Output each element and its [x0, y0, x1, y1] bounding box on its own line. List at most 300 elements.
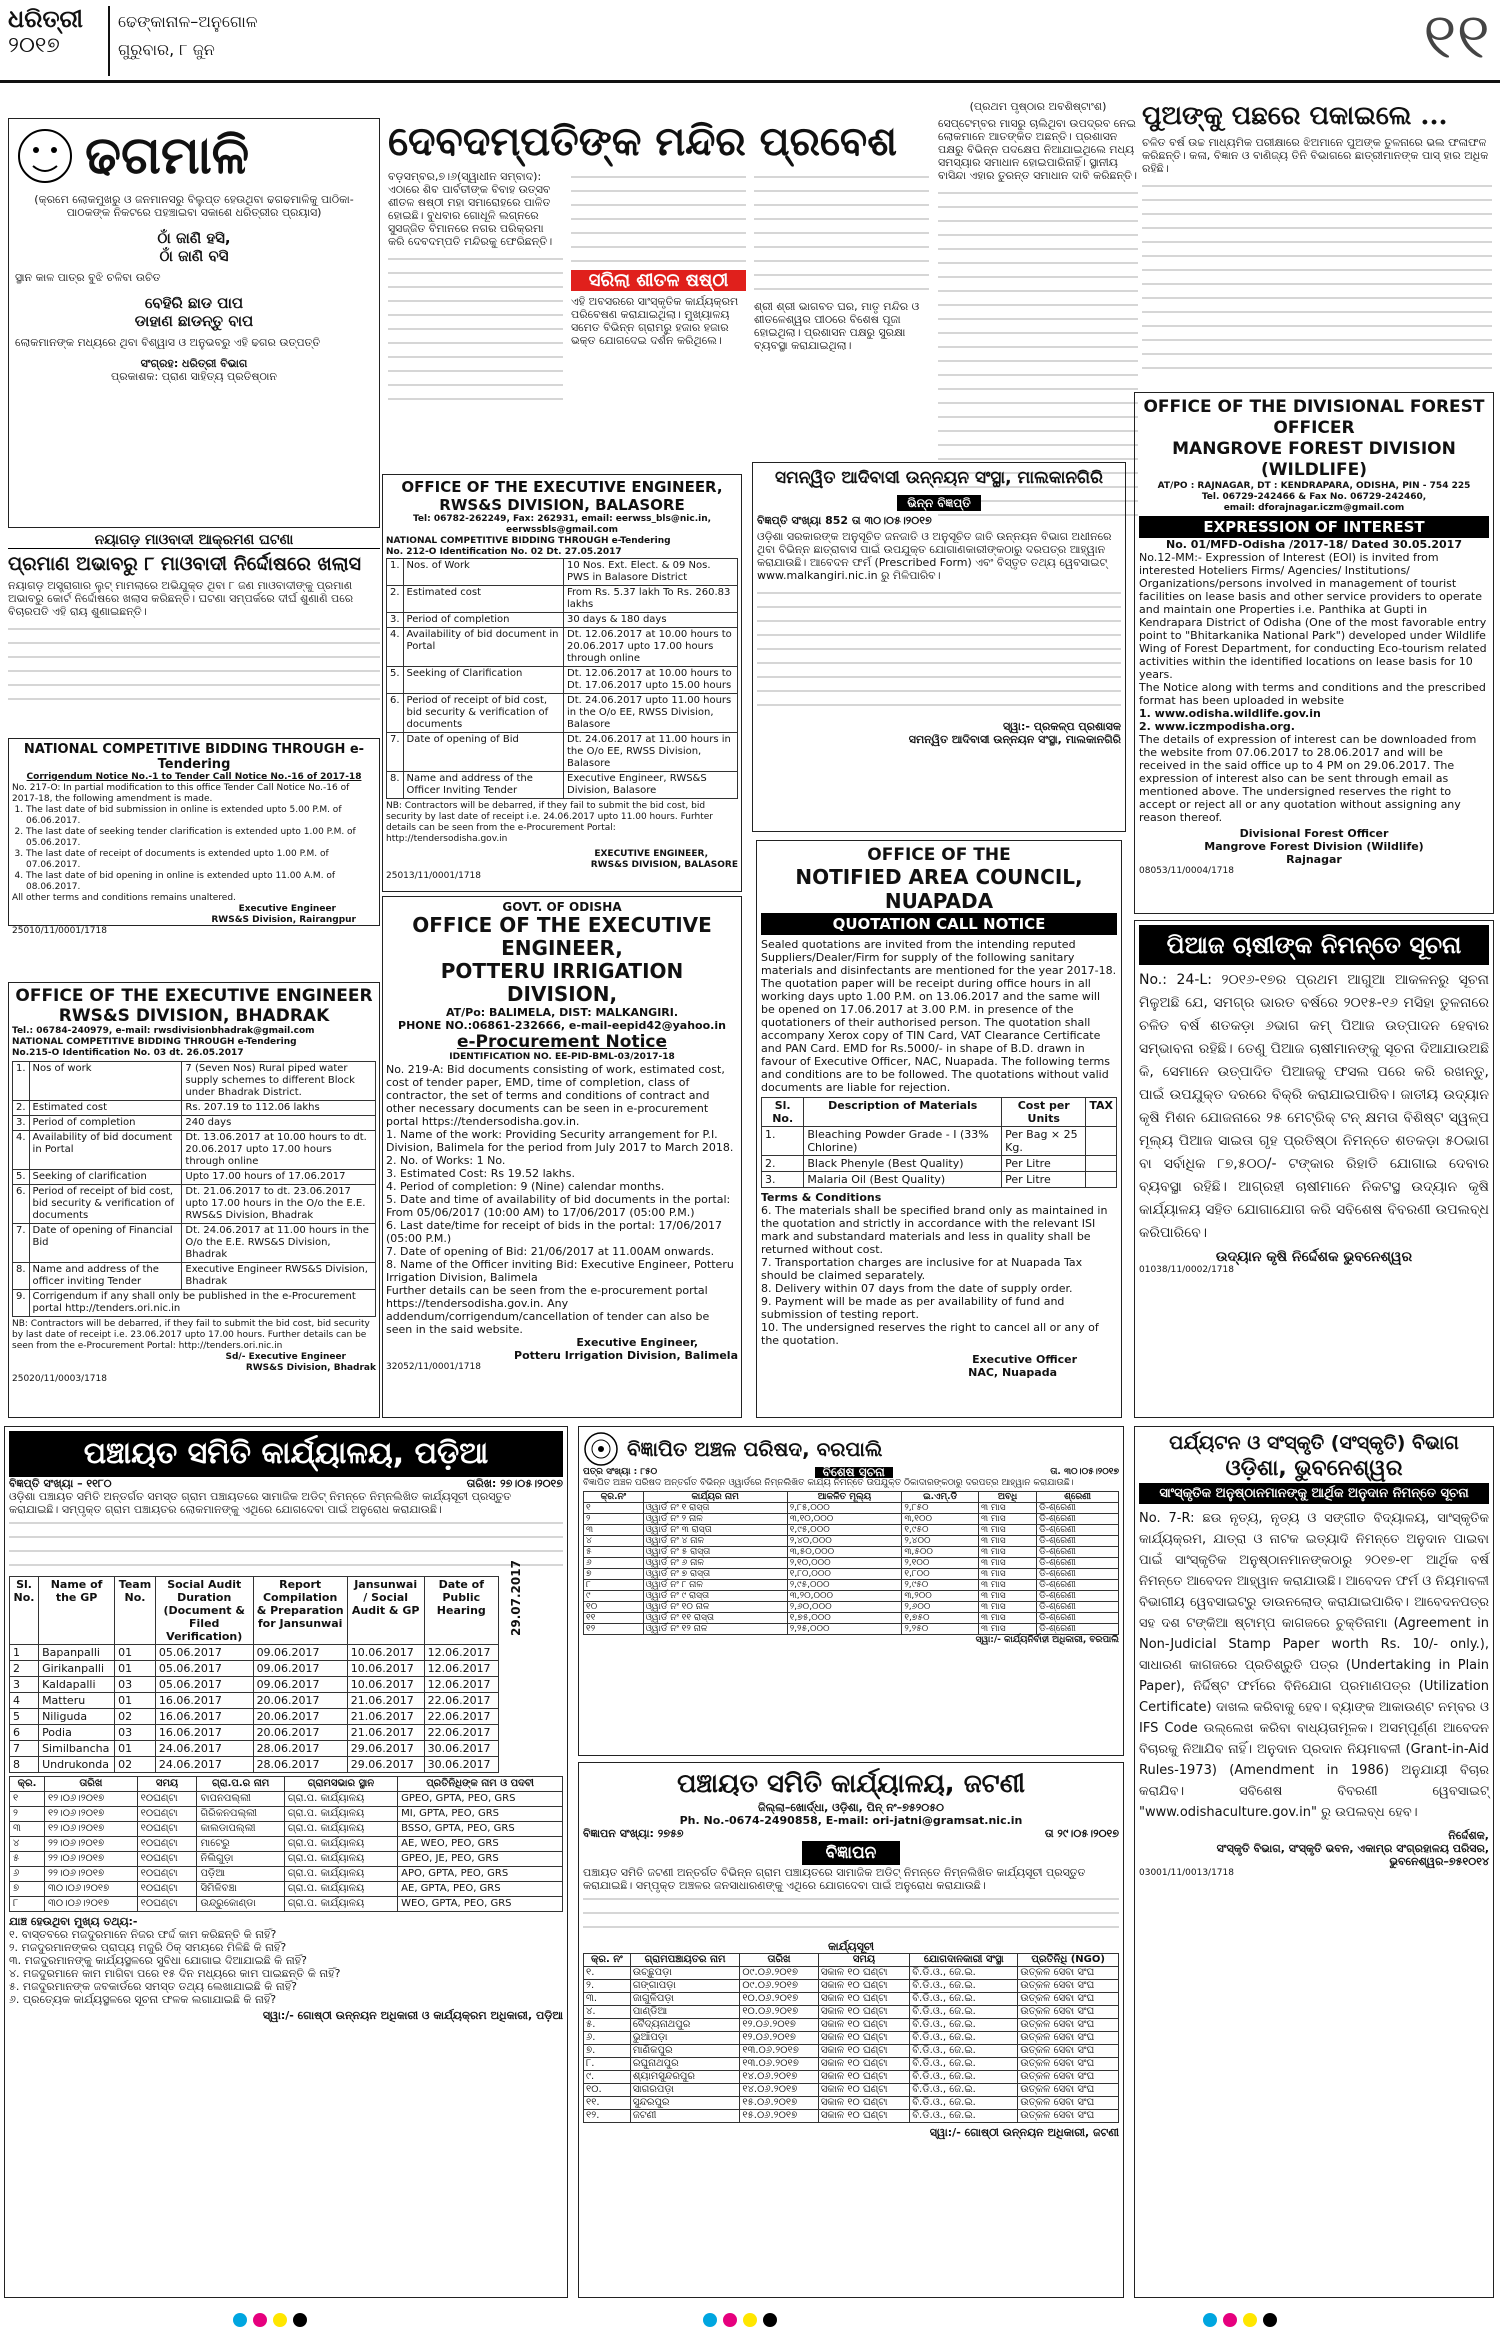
padia-note: ୧. ବାସ୍ତବରେ ମଜଦୁରମାନେ ନିଜର ଫର୍ଦ୍ଦ କାମ କରିଛନ୍ତି କି ନାହିଁ? [9, 1928, 277, 1941]
baripada-table-cell: ୨,୧୦,୦୦୦ [787, 1558, 902, 1569]
nuapada-table-cell: Per Litre [1002, 1156, 1086, 1172]
padia-audit-table-cell: Podia [39, 1725, 115, 1741]
culture-code: 03001/11/0013/1718 [1139, 1868, 1234, 1878]
registration-black-dot [763, 2313, 777, 2327]
temple-col-2-text: ଏହି ଅବସରରେ ସାଂସ୍କୃତିକ କାର୍ଯ୍ୟକ୍ରମ ପରିବେଷଣ କରାଯାଇଥିଲା। ମୁଖ୍ୟାଳୟ ସମେତ ବିଭିନ୍ନ ଗ୍ରାମରୁ ହଜାର ହଜାର ଭକ୍ତ ଯୋଗଦେଇ ଦର୍ଶନ କରିଥିଲେ। [571, 295, 739, 347]
baripada-table-cell: ୮ [584, 1580, 644, 1591]
balasore-table-row [387, 772, 738, 799]
bhadrak-ncb: NATIONAL COMPETITIVE BIDDING THROUGH e-Tendering [12, 1037, 297, 1047]
baripada-table-cell: ୩ ମାସ [979, 1503, 1037, 1514]
jatni-table-header: କ୍ର. ନଂ [584, 1954, 631, 1967]
balasore-sign-1: EXECUTIVE ENGINEER, [594, 849, 708, 859]
temple-story [388, 118, 936, 468]
baripada-table-cell: ଡି-ଶ୍ରେଣୀ [1037, 1547, 1119, 1558]
padia-gramsabha-table-cell: ୧୦ଘଣ୍ଟା [137, 1792, 197, 1807]
padia-gramsabha-table-row [10, 1882, 563, 1897]
jatni-table-cell: ୧୦.୦୬.୨୦୧୭ [740, 1993, 818, 2006]
padia-gramsabha-table-cell: ଗିରିକନପଲ୍ଲୀ [197, 1807, 284, 1822]
bhadrak-ref: No.215-O Identification No. 03 dt. 26.05.2017 [12, 1048, 244, 1058]
malkangiri-title: ସମନ୍ୱିତ ଆଦିବାସୀ ଉନ୍ନୟନ ସଂସ୍ଥା, ମାଲକାନଗିରି [775, 468, 1103, 488]
baripada-table-cell: ଡି-ଶ୍ରେଣୀ [1037, 1536, 1119, 1547]
nuapada-table-cell [1086, 1127, 1117, 1156]
jatni-table-cell: ବି.ଡି.ଓ., ଜେ.ଇ. [910, 2110, 1018, 2123]
baripada-table-cell: ଓ୍ୱାର୍ଡ ନଂ ୩ ରାସ୍ତା [643, 1525, 787, 1536]
padia-gramsabha-table-row [10, 1837, 563, 1852]
potteru-tender [382, 896, 742, 1418]
malkangiri-sign-1: ସ୍ୱା:- ପ୍ରକଳ୍ପ ପ୍ରଶାସକ [1002, 720, 1121, 733]
jatni-table-cell: ୧୨. [584, 2110, 631, 2123]
balasore-table-cell-key: Period of completion [403, 613, 563, 628]
padia-audit-table-cell: 24.06.2017 [155, 1741, 253, 1757]
rairangpur-item: 2. The last date of seeking tender clarification is extended upto 1.00 P.M. of 05.06.2017. [26, 827, 376, 849]
padia-audit-table-row [10, 1741, 499, 1757]
nuapada-table-cell [1086, 1156, 1117, 1172]
padia-audit-table-cell: 09.06.2017 [253, 1645, 347, 1661]
jatni-table-cell: ଉତ୍କଳ ସେବା ସଂଘ [1018, 2110, 1119, 2123]
rairangpur-item: 4. The last date of bid opening in online is extended upto 11.00 A.M. of 08.06.2017. [26, 871, 376, 893]
baripada-notice [578, 1426, 1124, 1756]
padia-audit-table-cell: 4 [10, 1693, 39, 1709]
padia-audit-table-header: Social Audit Duration (Document & Filed Verification) [155, 1577, 253, 1645]
balasore-table-row [387, 694, 738, 733]
jatni-table-cell: ଉତ୍କଳ ସେବା ସଂଘ [1018, 1993, 1119, 2006]
padia-gramsabha-table-cell: ଗ୍ରା.ପ. କାର୍ଯ୍ୟାଳୟ [284, 1882, 397, 1897]
forest-body-3: The details of expression of interest can be downloaded from the website from 07.06.2017 to 28.06.2017 and will be received in the said office up to 4 PM on 29.06.2017. The expression of interest also can be sent through email as mentioned above. The undersigned reserves the right to accept or reject all or any quotation without assigning any reason thereof. [1139, 733, 1477, 824]
bhadrak-table-cell-num: 1. [13, 1062, 30, 1101]
padia-audit-table-cell: 22.06.2017 [424, 1693, 498, 1709]
baripada-table-cell: ଓ୍ୱାର୍ଡ ନଂ ୭ ରାସ୍ତା [643, 1569, 787, 1580]
nuapada-title-1: OFFICE OF THE [867, 845, 1011, 865]
baripada-table-cell: ୧୨ [584, 1624, 644, 1635]
forest-sign-1: Divisional Forest Officer [1239, 827, 1389, 840]
jatni-table-cell: ୧. [584, 1967, 631, 1980]
nuapada-table-cell [1086, 1172, 1117, 1188]
balasore-table-cell-key: Date of opening of Bid [403, 733, 563, 772]
padia-audit-table-cell: 20.06.2017 [253, 1709, 347, 1725]
baripada-table-cell: ୨,୮୫୦ [902, 1503, 979, 1514]
bhadrak-table-cell-key: Corrigendum if any shall only be published in the e-Procurement portal http://tenders.ori.nic.in [29, 1290, 375, 1317]
culture-title-2: ଓଡ଼ିଶା, ଭୁବନେଶ୍ୱର [1225, 1456, 1403, 1481]
jatni-table-cell: ସକାଳ ୧୦ ଘଣ୍ଟା [818, 1980, 910, 1993]
registration-magenta-dot [723, 2313, 737, 2327]
stone-headline: ପୁଅଙ୍କୁ ପଛରେ ପକାଇଲେ ... [1142, 101, 1448, 131]
padia-gramsabha-table-cell: ୬ [10, 1867, 45, 1882]
baripada-table-cell: ୬ [584, 1558, 644, 1569]
balasore-table-cell-key: Name and address of the Officer Inviting Tender [403, 772, 563, 799]
baripada-table-cell: ୩,୨୦୦ [902, 1591, 979, 1602]
balasore-code: 25013/11/0001/1718 [386, 871, 481, 881]
jatni-body: ପଞ୍ଚାୟତ ସମିତି ଜଟଣୀ ଅନ୍ତର୍ଗତ ବିଭିନ୍ନ ଗ୍ରାମ ପଞ୍ଚାୟତରେ ସାମାଜିକ ଅଡିଟ୍ ନିମନ୍ତେ ନିମ୍ନଲିଖିତ କାର୍ଯ୍ୟସୂଚୀ ପ୍ରସ୍ତୁତ କରାଯାଇଛି। ସମ୍ପୃକ୍ତ ଅଞ୍ଚଳର ଜନସାଧାରଣଙ୍କୁ ଏଥିରେ ଯୋଗଦେବା ପାଇଁ ଅନୁରୋଧ କରାଯାଉଛି। [583, 1866, 1086, 1892]
padia-audit-table-cell: 22.06.2017 [424, 1709, 498, 1725]
jatni-table-cell: ବି.ଡି.ଓ., ଜେ.ଇ. [910, 1967, 1018, 1980]
jatni-contact: Ph. No.-0674-2490858, E-mail: ori-jatni@gramsat.nic.in [679, 1814, 1023, 1827]
nuapada-term: 7. Transportation charges are inclusive for at Nuapada Tax should be claimed separately. [761, 1256, 1083, 1282]
padia-audit-table-header: Sl. No. [10, 1577, 39, 1645]
nuapada-terms [761, 1204, 1117, 1347]
baripada-table-cell: ୨,୯୫,୦୦୦ [787, 1580, 902, 1591]
malkangiri-ref: ବିଜ୍ଞପ୍ତି ସଂଖ୍ୟା 852 ତା ୩୦।୦୫।୨୦୧୭ [757, 514, 932, 527]
padia-gramsabha-table-cell: ଗ୍ରା.ପ. କାର୍ଯ୍ୟାଳୟ [284, 1822, 397, 1837]
nuapada-table-header: Sl. No. [762, 1098, 804, 1127]
padia-audit-table-cell: 10.06.2017 [347, 1677, 424, 1693]
rairangpur-subtitle: Corrigendum Notice No.-1 to Tender Call Notice No.-16 of 2017-18 [26, 772, 362, 782]
padia-notes-title: ଯାଞ୍ଚ ହେଉଥିବା ମୁଖ୍ୟ ତଥ୍ୟ:- [9, 1915, 138, 1928]
padia-audit-table-cell: 10.06.2017 [347, 1661, 424, 1677]
forest-email: email: dforajnagar.iczm@gmail.com [1223, 503, 1405, 513]
jatni-table-cell: ୧୨.୦୬.୨୦୧୭ [740, 2032, 818, 2045]
cartoon-face-icon [15, 126, 75, 186]
baripada-sign: ସ୍ୱା:/- କାର୍ଯ୍ୟନିର୍ବାହୀ ଅଧିକାରୀ, ବରପାଲି [975, 1635, 1119, 1645]
padia-gramsabha-table-cell: ୧୦ଘଣ୍ଟା [137, 1807, 197, 1822]
padia-audit-table-cell: 6 [10, 1725, 39, 1741]
baripada-table-cell: ୨,୪୦୦ [902, 1536, 979, 1547]
baripada-table-cell: ୧ [584, 1503, 644, 1514]
padia-audit-table-cell: 21.06.2017 [347, 1709, 424, 1725]
baripada-table-row [584, 1503, 1119, 1514]
potteru-item: 7. Date of opening of Bid: 21/06/2017 at 11.00AM onwards. [386, 1245, 715, 1258]
padia-gramsabha-table-cell: GPEO, JE, PEO, GRS [398, 1852, 563, 1867]
baripada-table-cell: ୩ ମାସ [979, 1536, 1037, 1547]
baripada-table-cell: ୩ ମାସ [979, 1558, 1037, 1569]
padia-note: ୪. ମଜଦୁରମାନେ କାମ ମାଗିବା ପରେ ୧୫ ଦିନ ମଧ୍ୟରେ କାମ ପାଇଛନ୍ତି କି ନାହିଁ? [9, 1967, 341, 1980]
padia-audit-table-cell: 01 [115, 1741, 156, 1757]
padia-audit-table-cell: 5 [10, 1709, 39, 1725]
baripada-table-cell: ୨,୮୫,୦୦୦ [787, 1503, 902, 1514]
stone-body: ଚଳିତ ବର୍ଷ ଉଚ୍ଚ ମାଧ୍ୟମିକ ପରୀକ୍ଷାରେ ଝିଅମାନେ ପୁଅଙ୍କ ତୁଳନାରେ ଭଲ ଫଳାଫଳ କରିଛନ୍ତି। କଳା, ବିଜ୍ଞାନ ଓ ବାଣିଜ୍ୟ ତିନି ବିଭାଗରେ ଛାତ୍ରୀମାନଙ୍କ ପାସ୍ ହାର ଅଧିକ ରହିଛି। [1142, 136, 1489, 175]
temple-col-3-text: ଶ୍ରୀ ଶ୍ରୀ ଭାଗବତ ଘର, ମାତୃ ମନ୍ଦିର ଓ ଶୀତଳେଶ୍ୱର ପୀଠରେ ବିଶେଷ ପୂଜା ହୋଇଥିଲା। ପ୍ରଶାସନ ପକ୍ଷରୁ ସୁରକ୍ଷା ବ୍ୟବସ୍ଥା କରାଯାଇଥିଲା। [754, 300, 920, 352]
bhadrak-table-cell-key: Name and address of the officer inviting Tender [29, 1263, 182, 1290]
forest-sign-2: Mangrove Forest Division (Wildlife) [1204, 840, 1424, 853]
baripada-table-cell: ୨,୨୫,୦୦୦ [787, 1624, 902, 1635]
padia-audit-table [9, 1576, 499, 1773]
padia-audit-table-header: Name of the GP [39, 1577, 115, 1645]
jatni-table-cell: ବି.ଡି.ଓ., ଜେ.ଇ. [910, 2058, 1018, 2071]
baripada-table-cell: ୯ [584, 1591, 644, 1602]
baripada-table-cell: ୧୧ [584, 1613, 644, 1624]
baripada-table-row [584, 1525, 1119, 1536]
padia-gramsabha-table-cell: APO, GPTA, PEO, GRS [398, 1867, 563, 1882]
paper-year: ୨୦୧୭ [8, 33, 60, 58]
culture-notice [1134, 1426, 1494, 2298]
baripada-table-cell: ଓ୍ୱାର୍ଡ ନଂ ୧୧ ରାସ୍ତା [643, 1613, 787, 1624]
jatni-table-cell: ବି.ଡି.ଓ., ଜେ.ଇ. [910, 2006, 1018, 2019]
baripada-table-cell: ଓ୍ୱାର୍ଡ ନଂ ୧୦ ନାଳ [643, 1602, 787, 1613]
paper-name: ଧରିତ୍ରୀ [8, 4, 83, 33]
baripada-table-cell: ଓ୍ୱାର୍ଡ ନଂ ୧ ରାସ୍ତା [643, 1503, 787, 1514]
temple-col-1-text: ବଡ଼ସମ୍ବର,୭।୬(ସ୍ୱାଧୀନ ସମ୍ବାଦ): ଏଠାରେ ଶିବ ପାର୍ବତୀଙ୍କ ବିବାହ ଉତ୍ସବ ଶୀତଳ ଷଷ୍ଠୀ ମହା ସମାରୋହରେ ପାଳିତ ହୋଇଛି। ବୁଧବାର ଗୋଧୂଳି ଲଗ୍ନରେ ସୁସଜ୍ଜିତ ବିମାନରେ ନଗର ପରିକ୍ରମା କରି ଦେବଦମ୍ପତି ମନ୍ଦିରକୁ ଫେରିଛନ୍ତି। [388, 170, 553, 248]
baripada-ref-left: ପତ୍ର ସଂଖ୍ୟା : ୮୫୦ [583, 1467, 658, 1477]
baripada-table-header: ଆକଳିତ ମୂଲ୍ୟ [787, 1492, 902, 1503]
padia-audit-table-cell: Matteru [39, 1693, 115, 1709]
nuapada-table-cell: 3. [762, 1172, 804, 1188]
malkangiri-badge: ଭିନ୍ନ ବିଜ୍ଞପ୍ତି [897, 495, 981, 511]
forest-sign-3: Rajnagar [1286, 853, 1342, 866]
padia-gramsabha-table-row [10, 1852, 563, 1867]
padia-gramsabha-table-cell: BSSO, GPTA, PEO, GRS [398, 1822, 563, 1837]
baripada-table-cell: ୧,୮୦,୦୦୦ [787, 1569, 902, 1580]
stone-story [1142, 100, 1492, 390]
jatni-table-row [584, 2097, 1119, 2110]
bhadrak-table-cell-key: Estimated cost [29, 1101, 182, 1116]
baripada-table-header: ଇ.ଏମ୍.ଡି [902, 1492, 979, 1503]
bhadrak-table-cell-value: Dt. 13.06.2017 at 10.00 hours to dt. 20.06.2017 upto 17.00 hours through online [182, 1131, 376, 1170]
padia-audit-table-row [10, 1693, 499, 1709]
registration-strip [0, 2306, 1500, 2332]
padia-gramsabha-table-row [10, 1807, 563, 1822]
padia-audit-table-cell: 16.06.2017 [155, 1693, 253, 1709]
padia-gramsabha-table-cell: ୧୦ଘଣ୍ଟା [137, 1822, 197, 1837]
baripada-table-cell: ୨,୨୫୦ [902, 1624, 979, 1635]
jatni-address: ଜିଲ୍ଲା–ଖୋର୍ଦ୍ଧା, ଓଡ଼ିଶା, ପିନ୍ ନଂ–୭୫୨୦୫୦ [757, 1801, 945, 1814]
padia-gramsabha-table [9, 1776, 563, 1912]
jatni-table-cell: ସକାଳ ୧୦ ଘଣ୍ଟା [818, 1967, 910, 1980]
registration-marks-left [230, 2312, 310, 2331]
baripada-table-cell: ୧,୯୫୦ [902, 1525, 979, 1536]
bhadrak-table-row [13, 1062, 376, 1101]
potteru-title-2: POTTERU IRRIGATION DIVISION, [440, 959, 684, 1006]
dhagamali-verse-1: ଠାଁ ଜାଣି ହସି, [157, 229, 231, 247]
baripada-table-cell: ୧,୮୦୦ [902, 1569, 979, 1580]
jatni-table-cell: ୧୨.୦୬.୨୦୧୭ [740, 2019, 818, 2032]
baripada-table-cell: ୩ ମାସ [979, 1547, 1037, 1558]
balasore-note: NB: Contractors will be debarred, if they fail to submit the bid cost, bid security by last date of receipt i.e. 24.06.2017 upto 11.00 hours. Furhter details can be seen from the e-Procurement Portal: http://tendersodisha.gov.in [386, 801, 713, 844]
padia-audit-table-cell: 20.06.2017 [253, 1693, 347, 1709]
jatni-body-lines [583, 1892, 1119, 1940]
jatni-table-cell: ବି.ଡି.ଓ., ଜେ.ଇ. [910, 1993, 1018, 2006]
padia-gramsabha-table-cell: ଉନ୍ଦ୍ରୁକୋଣ୍ଡା [197, 1897, 284, 1912]
jatni-table-cell: ୧୪.୦୬.୨୦୧୭ [740, 2084, 818, 2097]
baripada-table-cell: ଓ୍ୱାର୍ଡ ନଂ ୧୨ ନାଳ [643, 1624, 787, 1635]
jatni-table-cell: ଉଚ୍ଛୁପଡ଼ା [630, 1967, 740, 1980]
baripada-table-row [584, 1536, 1119, 1547]
baripada-table-cell: ଡି-ଶ୍ରେଣୀ [1037, 1602, 1119, 1613]
nuapada-term: 10. The undersigned reserves the right to cancel all or any of the quotation. [761, 1321, 1099, 1347]
potteru-title-1: OFFICE OF THE EXECUTIVE ENGINEER, [412, 913, 712, 960]
baripada-table-cell: ୩,୫୦୦ [902, 1547, 979, 1558]
padia-gramsabha-table-cell: ୨୨।୦୬।୨୦୧୭ [45, 1837, 138, 1852]
padia-audit-table-cell: 09.06.2017 [253, 1677, 347, 1693]
continued-label: (ପ୍ରଥମ ପୃଷ୍ଠାର ଅବଶିଷ୍ଟାଂଶ) [969, 100, 1107, 113]
forest-ref: No. 01/MFD-Odisha /2017-18/ Dated 30.05.2017 [1165, 538, 1462, 551]
jatni-table-row [584, 2071, 1119, 2084]
bhadrak-table-cell-num: 7. [13, 1224, 30, 1263]
forest-web-2: 2. www.iczmpodisha.org. [1139, 720, 1295, 733]
padia-gramsabha-table-header: ଗ୍ରା.ପ.ର ନାମ [197, 1777, 284, 1792]
padia-audit-table-cell: 10.06.2017 [347, 1645, 424, 1661]
culture-bar: ସାଂସ୍କୃତିକ ଅନୁଷ୍ଠାନମାନଙ୍କୁ ଆର୍ଥିକ ଅନୁଦାନ ନିମନ୍ତେ ସୂଚନା [1139, 1483, 1489, 1504]
malkangiri-body: ଓଡ଼ିଶା ସରକାରଙ୍କ ଅନୁସୂଚିତ ଜନଜାତି ଓ ଅନୁସୂଚିତ ଜାତି ଉନ୍ନୟନ ବିଭାଗ ଅଧୀନରେ ଥିବା ବିଭିନ୍ନ ଛାତ୍ରାବାସ ପାଇଁ ଉପଯୁକ୍ତ ଯୋଗାଣକାରୀଙ୍କଠାରୁ ଦରପତ୍ର ଆହ୍ୱାନ କରାଯାଉଛି। ଆବେଦନ ଫର୍ମ (Prescribed Form) ଏବଂ ବିସ୍ତୃତ ତଥ୍ୟ ୱେବସାଇଟ୍ www.malkangiri.nic.in ରୁ ମିଳିପାରିବ। [757, 530, 1112, 582]
jatni-table-cell: ବି.ଡି.ଓ., ଜେ.ଇ. [910, 2071, 1018, 2084]
padia-gramsabha-table-row [10, 1792, 563, 1807]
onion-notice [1134, 920, 1494, 1418]
bhadrak-table-cell-num: 8. [13, 1263, 30, 1290]
masthead-divider [108, 6, 110, 76]
balasore-sign-2: RWS&S DIVISION, BALASORE [590, 860, 738, 870]
padia-gramsabha-table-cell: WEO, GPTA, PEO, GRS [398, 1897, 563, 1912]
bhadrak-table-cell-value: Upto 17.00 hours of 17.06.2017 [182, 1170, 376, 1185]
balasore-table-cell-value: 10 Nos. Ext. Elect. & 09 Nos. PWS in Balasore District [564, 559, 738, 586]
jatni-table-header: ପ୍ରତିନିଧି (NGO) [1018, 1954, 1119, 1967]
padia-audit-table-cell: 8 [10, 1757, 39, 1773]
padia-audit-table-cell: 24.06.2017 [155, 1757, 253, 1773]
jatni-table-cell: ୧୫.୦୬.୨୦୧୭ [740, 2110, 818, 2123]
baripada-table-cell: ୨,୬୦୦ [902, 1602, 979, 1613]
padia-gramsabha-table-cell: ୩୦।୦୬।୨୦୧୭ [45, 1882, 138, 1897]
potteru-item: 5. Date and time of availability of bid documents in the portal: From 05/06/2017 (10:00 AM) to 17/06/2017 (05:00 P.M.) [386, 1193, 731, 1219]
stone-body-lines [1142, 179, 1492, 379]
padia-gramsabha-table-header: ଗ୍ରାମସଭାର ସ୍ଥାନ [284, 1777, 397, 1792]
bhadrak-table-cell-value: Dt. 21.06.2017 to dt. 23.06.2017 upto 17.00 hours in the O/o the E.E. RWS&S Division, Bhadrak [182, 1185, 376, 1224]
jatni-table-cell: ବି.ଡି.ଓ., ଜେ.ଇ. [910, 1980, 1018, 1993]
potteru-item: 4. Period of completion: 9 (Nine) calendar months. [386, 1180, 665, 1193]
baripada-table-cell: ୨ [584, 1514, 644, 1525]
potteru-item: 8. Name of the Officer inviting Bid: Executive Engineer, Potteru Irrigation Division, Balimela [386, 1258, 734, 1284]
nuapada-table-header: TAX [1086, 1098, 1117, 1127]
padia-note: ୫. ମଜଦୁରମାନଙ୍କ ଜବକାର୍ଡରେ ସମସ୍ତ ତଥ୍ୟ ଲେଖାଯାଇଛି କି ନାହିଁ? [9, 1980, 297, 1993]
padia-gramsabha-table-header: ସମୟ [137, 1777, 197, 1792]
jatni-table-cell: ୧୩.୦୬.୨୦୧୭ [740, 2045, 818, 2058]
onion-title: ପିଆଜ ଚାଷୀଙ୍କ ନିମନ୍ତେ ସୂଚନା [1139, 925, 1489, 965]
padia-notes [9, 1928, 563, 2006]
padia-gramsabha-table-cell: MI, GPTA, PEO, GRS [398, 1807, 563, 1822]
nuapada-table-row [762, 1172, 1117, 1188]
balasore-table-cell-num: 5. [387, 667, 404, 694]
baripada-table-cell: ଓ୍ୱାର୍ଡ ନଂ ୨ ନାଳ [643, 1514, 787, 1525]
baripada-table-cell: ଡି-ଶ୍ରେଣୀ [1037, 1558, 1119, 1569]
baripada-title: ବିଜ୍ଞାପିତ ଅଞ୍ଚଳ ପରିଷଦ, ବରପାଲି [627, 1437, 883, 1461]
jatni-notice [578, 1762, 1124, 2298]
padia-audit-table-cell: Kaldapalli [39, 1677, 115, 1693]
balasore-table-cell-value: 30 days & 180 days [564, 613, 738, 628]
forest-body: No.12-MM:- Expression of Interest (EOI) is invited from interested Hoteliers Firms/ Agencies/ Institutions/ Organizations/persons involved in management of tourist facilities on lease basis and other service providers to operate and maintain one Properties i.e. Panthika at Gupti in Kendrapara District of Odisha (One of the most favorable entry point to "Bhitarkanika National Park") developed under Wildlife Wing of Forest Department, for conducting Eco-tourism related activities within the identified locations on lease basis for 10 years. [1139, 551, 1487, 681]
jatni-table-cell: ୧୦. [584, 2084, 631, 2097]
rairangpur-item: 1. The last date of bid submission in online is extended upto 5.00 P.M. of 06.06.2017. [26, 805, 376, 827]
padia-notice [4, 1426, 568, 2298]
padia-gramsabha-table-cell: ଗ୍ରା.ପ. କାର୍ଯ୍ୟାଳୟ [284, 1897, 397, 1912]
padia-audit-table-cell: 05.06.2017 [155, 1661, 253, 1677]
bhadrak-table-cell-value: Executive Engineer RWS&S Division, Bhadrak [182, 1263, 376, 1290]
temple-col-3 [754, 170, 929, 402]
nuapada-title-2: NOTIFIED AREA COUNCIL, NUAPADA [795, 865, 1083, 913]
padia-audit-table-cell: 03 [115, 1677, 156, 1693]
padia-audit-table-cell: 22.06.2017 [424, 1725, 498, 1741]
balasore-table-cell-value: Dt. 24.06.2017 at 11.00 hours in the O/o EE, RWSS Division, Balasore [564, 733, 738, 772]
malkangiri-body-lines [757, 586, 1121, 716]
baripada-table-cell: ୫ [584, 1547, 644, 1558]
padia-audit-table-row [10, 1661, 499, 1677]
padia-audit-table-cell: 16.06.2017 [155, 1709, 253, 1725]
forest-web-1: 1. www.odisha.wildlife.gov.in [1139, 707, 1321, 720]
padia-gramsabha-table-cell: ୩୦।୦୬।୨୦୧୭ [45, 1897, 138, 1912]
jatni-table-cell: ୧୩.୦୬.୨୦୧୭ [740, 2058, 818, 2071]
bhadrak-table-cell-key: Seeking of clarification [29, 1170, 182, 1185]
baripada-table-cell: ଡି-ଶ୍ରେଣୀ [1037, 1503, 1119, 1514]
balasore-table-cell-num: 7. [387, 733, 404, 772]
jatni-table-cell: ୦୯.୦୬.୨୦୧୭ [740, 1980, 818, 1993]
jatni-table-cell: ୩. [584, 1993, 631, 2006]
balasore-table-cell-value: Dt. 12.06.2017 at 10.00 hours to Dt. 17.06.2017 upto 15.00 hours [564, 667, 738, 694]
emblem-icon [583, 1431, 619, 1467]
padia-gramsabha-table-cell: ୧୦ଘଣ୍ଟା [137, 1867, 197, 1882]
forest-body-2: The Notice along with terms and conditions and the prescribed format has been uploaded in website [1139, 681, 1486, 707]
jatni-table-cell: ଉତ୍କଳ ସେବା ସଂଘ [1018, 2058, 1119, 2071]
nuapada-table-cell: Per Litre [1002, 1172, 1086, 1188]
nuapada-table-cell: Per Bag × 25 Kg. [1002, 1127, 1086, 1156]
baripada-table-cell: ଡି-ଶ୍ରେଣୀ [1037, 1525, 1119, 1536]
potteru-item: 6. Last date/time for receipt of bids in the portal: 17/06/2017 (05:00 P.M.) [386, 1219, 722, 1245]
jatni-table-cell: ସକାଳ ୧୦ ଘଣ୍ଟା [818, 2045, 910, 2058]
padia-audit-table-cell: 29.06.2017 [347, 1741, 424, 1757]
balasore-table-cell-value: Dt. 24.06.2017 upto 11.00 hours in the O/o EE, RWSS Division, Balasore [564, 694, 738, 733]
masthead-edition-block [118, 8, 257, 64]
padia-audit-table-cell: Similbancha [39, 1741, 115, 1757]
forest-eoi [1134, 392, 1494, 914]
jatni-table-cell: ଉତ୍କଳ ସେବା ସଂଘ [1018, 2032, 1119, 2045]
bhadrak-code: 25020/11/0003/1718 [12, 1374, 107, 1384]
jatni-table-cell: ବି.ଡି.ଓ., ଜେ.ଇ. [910, 2097, 1018, 2110]
baripada-bar: ବିଶେଷ ସୂଚନା [815, 1467, 893, 1478]
nuapada-table-cell: Bleaching Powder Grade - I (33% Chlorine) [804, 1127, 1002, 1156]
potteru-sign-2: Potteru Irrigation Division, Balimela [514, 1349, 738, 1362]
forest-bar: EXPRESSION OF INTEREST [1139, 516, 1489, 538]
baripada-table-cell: ୩ ମାସ [979, 1624, 1037, 1635]
potteru-code: 32052/11/0001/1718 [386, 1362, 481, 1372]
bhadrak-table-cell-key: Period of receipt of bid cost, bid security & verification of documents [29, 1185, 182, 1224]
baripada-table-cell: ଡି-ଶ୍ରେଣୀ [1037, 1580, 1119, 1591]
jatni-table-cell: ଉତ୍କଳ ସେବା ସଂଘ [1018, 2019, 1119, 2032]
baripada-table-cell: ୩ ମାସ [979, 1591, 1037, 1602]
forest-title-2: MANGROVE FOREST DIVISION (WILDLIFE) [1172, 439, 1456, 480]
padia-gramsabha-table-cell: AE, GPTA, PEO, GRS [398, 1882, 563, 1897]
bhadrak-sign-1: Sd/- Executive Engineer [225, 1352, 346, 1362]
baripada-table-row [584, 1602, 1119, 1613]
padia-audit-table-header: Report Compilation & Preparation for Jansunwai [253, 1577, 347, 1645]
bhadrak-tender [8, 982, 380, 1418]
rairangpur-footer: All other terms and conditions remains unaltered. [12, 893, 236, 903]
potteru-govt: GOVT. OF ODISHA [502, 900, 622, 914]
padia-title: ପଞ୍ଚାୟତ ସମିତି କାର୍ଯ୍ୟାଳୟ, ପଡ଼ିଆ [9, 1431, 563, 1477]
padia-gramsabha-table-cell: ୧୨।୦୬।୨୦୧୭ [45, 1807, 138, 1822]
padia-gramsabha-table-cell: ୨୨।୦୬।୨୦୧୭ [45, 1852, 138, 1867]
nuapada-table-header: Description of Materials [804, 1098, 1002, 1127]
jatni-table-cell: ୧୧. [584, 2097, 631, 2110]
padia-audit-table-row [10, 1725, 499, 1741]
balasore-table-row [387, 613, 738, 628]
jatni-table-cell: ବୈଦ୍ୟନାଥପୁର [630, 2019, 740, 2032]
bhadrak-table-cell-value: Rs. 207.19 to 112.06 lakhs [182, 1101, 376, 1116]
padia-audit-table-cell: 01 [115, 1693, 156, 1709]
jatni-table-cell: ଜାଗୁଳିପଡ଼ା [630, 1993, 740, 2006]
jatni-table-cell: ଭୁଆଁପଡ଼ା [630, 2032, 740, 2045]
padia-gramsabha-table-header: କ୍ର. [10, 1777, 45, 1792]
balasore-table-cell-value: From Rs. 5.37 lakh To Rs. 260.83 lakhs [564, 586, 738, 613]
padia-audit-table-row [10, 1645, 499, 1661]
baripada-table-row [584, 1613, 1119, 1624]
dhagamali-text-2: ଲୋକମାନଙ୍କ ମଧ୍ୟରେ ଥିବା ବିଶ୍ୱାସ ଓ ଅନୁଭବରୁ ଏହି ଢଗର ଉତ୍ପତ୍ତି [15, 336, 321, 349]
padia-ref-left: ବିଜ୍ଞପ୍ତି ସଂଖ୍ୟା – ୧୧୮୦ [9, 1477, 112, 1490]
padia-audit-table-cell: 02 [115, 1709, 156, 1725]
jatni-table-cell: ସକାଳ ୧୦ ଘଣ୍ଟା [818, 2084, 910, 2097]
dhagamali-verse-2: ଠାଁ ଜାଣି ବସି [159, 247, 229, 265]
jatni-table-cell: ଉତ୍କଳ ସେବା ସଂଘ [1018, 2084, 1119, 2097]
balasore-table-cell-num: 1. [387, 559, 404, 586]
registration-cyan-dot [1203, 2313, 1217, 2327]
jatni-ref-right: ତା ୨୯।୦୫।୨୦୧୭ [1044, 1827, 1119, 1840]
bhadrak-contact: Tel.: 06784-240979, e-mail: rwsdivisionbhadrak@gmail.com [12, 1026, 315, 1036]
baripada-table-cell: ୧୦ [584, 1602, 644, 1613]
nuapada-bar: QUOTATION CALL NOTICE [761, 913, 1117, 935]
bhadrak-table-cell-num: 3. [13, 1116, 30, 1131]
